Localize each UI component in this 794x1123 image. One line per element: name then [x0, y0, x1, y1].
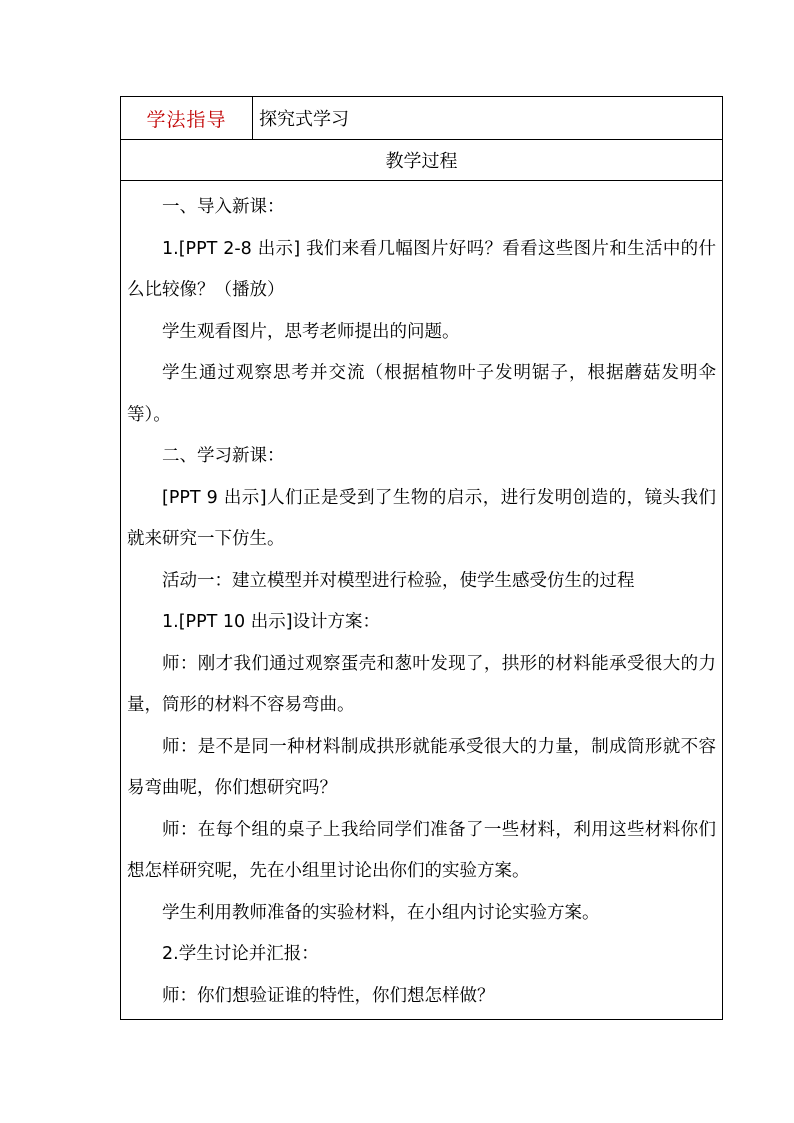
paragraph-intro-heading: 一、导入新课： [162, 197, 285, 217]
paragraph-students-plan: 学生利用教师准备的实验材料，在小组内讨论实验方案。 [162, 902, 600, 923]
paragraph-new-lesson-heading: 二、学习新课： [162, 446, 285, 466]
method-value-cell [253, 97, 723, 140]
paragraph-students-watch: 学生观看图片，思考老师提出的问题。 [162, 321, 460, 342]
method-label: 学法指导 [146, 108, 227, 131]
paragraph-teacher-observation: 师：刚才我们通过观察蛋壳和葱叶发现了，拱形的材料能承受很大的力量，筒形的材料不容易弯曲。 [127, 653, 716, 715]
method-value: 探究式学习 [259, 109, 349, 130]
process-heading-row [121, 140, 723, 181]
paragraph-ppt-9: [PPT 9 出示]人们正是受到了生物的启示，进行发明创造的，镜头我们就来研究一下仿生。 [127, 487, 716, 549]
paragraph-activity-one: 活动一：建立模型并对模型进行检验，使学生感受仿生的过程 [162, 570, 635, 591]
paragraph-discuss-report: 2.学生讨论并汇报： [162, 944, 319, 964]
process-content [121, 181, 723, 1020]
paragraph-teacher-verify: 师：你们想验证谁的特性，你们想怎样做？ [162, 985, 495, 1006]
process-heading: 教学过程 [121, 140, 723, 181]
method-label-cell [121, 97, 253, 140]
paragraph-teacher-materials: 师：在每个组的桌子上我给同学们准备了一些材料，利用这些材料你们想怎样研究呢，先在小组里讨论出你们的实验方案。 [127, 819, 716, 881]
method-row [121, 97, 723, 140]
paragraph-teacher-question: 师：是不是同一种材料制成拱形就能承受很大的力量，制成筒形就不容易弯曲呢，你们想研究吗？ [127, 736, 716, 798]
paragraph-students-discuss: 学生通过观察思考并交流（根据植物叶子发明锯子，根据蘑菇发明伞等）。 [127, 363, 716, 425]
paragraph-design-plan: 1.[PPT 10 出示]设计方案： [162, 612, 381, 632]
paragraph-ppt-2-8: 1.[PPT 2-8 出示] 我们来看几幅图片好吗？看看这些图片和生活中的什么比较像？（播放） [127, 238, 716, 300]
lesson-plan-table [120, 96, 723, 1020]
process-content-row [121, 181, 723, 1020]
